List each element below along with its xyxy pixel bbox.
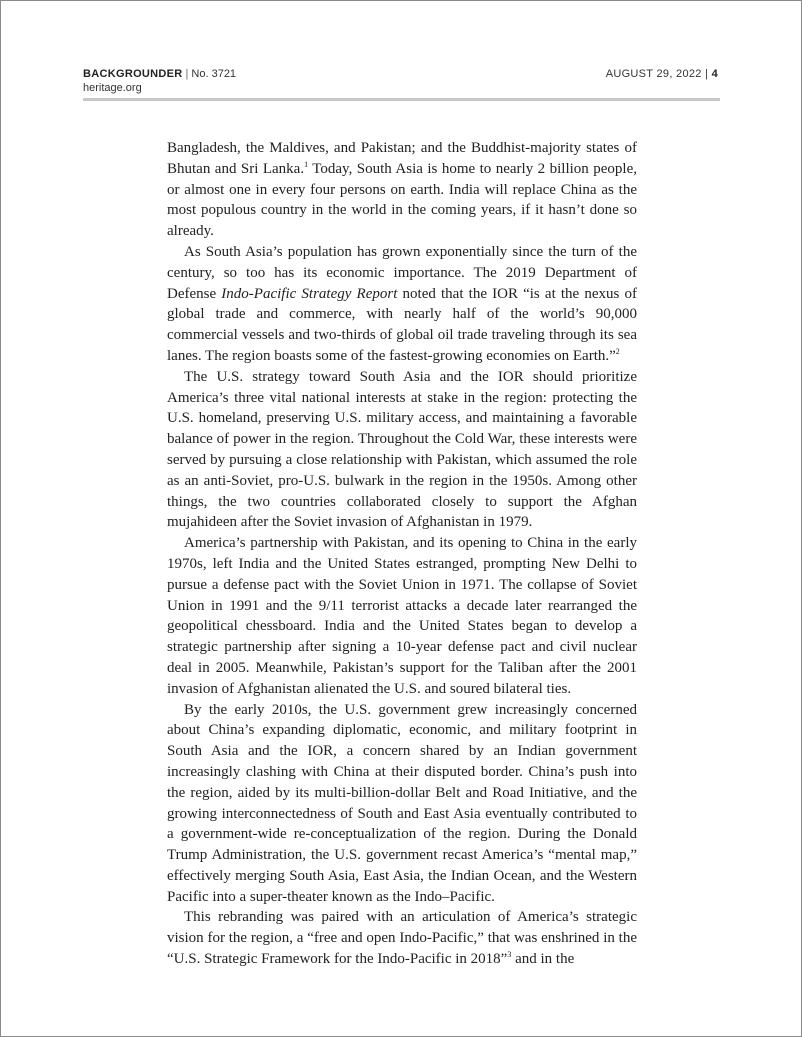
article-body (167, 138, 637, 970)
page-number: 4 (711, 68, 718, 80)
report-title: Indo-Pacific Strategy Report (221, 285, 398, 302)
paragraph-6: This rebranding was paired with an articulation of America’s strategic vision for the region, a “free and open Indo-Pacific,” that was enshrined in the “U.S. Strategic Framework for the Indo-Pacific in 2018”$^3$ and in the (167, 909, 637, 968)
issue-number: No. 3721 (191, 68, 237, 80)
publication-name: BACKGROUNDER (83, 68, 183, 80)
publication-date: AUGUST 29, 2022 (605, 68, 702, 80)
running-header-left (83, 67, 236, 95)
header-separator: | (701, 68, 712, 80)
running-header-right (606, 67, 718, 81)
paragraph-5: By the early 2010s, the U.S. government grew increasingly concerned about China’s expanding diplomatic, economic, and military footprint in South Asia and the IOR, a concern shared by an Indian government increasingly clashing with China at their disputed border. China’s push into the region, aided by its multi-billion-dollar Belt and Road Initiative, and the growing interconnectedness of South and East Asia eventually contributed to a government-wide re-conceptualization of the region. During the Donald Trump Administration, the U.S. government recast America’s “mental map,” effectively merging South Asia, East Asia, the Indian Ocean, and the Western Pacific into a super-theater known as the Indo–Pacific. (167, 701, 637, 905)
paragraph-1: Bangladesh, the Maldives, and Pakistan; and the Buddhist-majority states of Bhutan and Sri Lanka.$^1$ Today, South Asia is home to nearly 2 billion people, or almost one in every four persons on earth. India will replace China as the most populous country in the world in the coming years, if it hasn’t done so already. (167, 140, 637, 240)
paragraph-3: The U.S. strategy toward South Asia and the IOR should prioritize America’s three vital national interests at stake in the region: protecting the U.S. homeland, preserving U.S. military access, and maintaining a favorable balance of power in the region. Throughout the Cold War, these interests were served by pursuing a close relationship with Pakistan, which assumed the role as an anti-Soviet, pro-U.S. bulwark in the region in the 1950s. Among other things, the two countries collaborated closely to support the Afghan mujahideen after the Soviet invasion of Afghanistan in 1979. (167, 368, 637, 531)
header-separator: | (185, 68, 189, 80)
paragraph-2: As South Asia’s population has grown exponentially since the turn of the century, so too has its economic importance. The 2019 Department of Defense Indo-Pacific Strategy Report noted that the IOR “is at the nexus of global trade and commerce, with nearly half of the world’s 90,000 commercial vessels and two-thirds of global oil trade traveling through its sea lanes. The region boasts some of the fastest-growing economies on Earth.”$^2$ (167, 243, 638, 364)
footnote-ref-3[interactable]: 3 (507, 950, 512, 960)
footnote-ref-1[interactable]: 1 (304, 159, 309, 169)
header-rule (83, 98, 720, 101)
site-link[interactable]: heritage.org (83, 82, 142, 94)
paragraph-4: America’s partnership with Pakistan, and its opening to China in the early 1970s, left India and the United States estranged, prompting New Delhi to pursue a defense pact with the Soviet Union in 1971. The collapse of Soviet Union in 1991 and the 9/11 terrorist attacks a decade later rearranged the geopolitical chessboard. India and the United States began to develop a strategic partnership after signing a 10-year defense pact and civil nuclear deal in 2005. Meanwhile, Pakistan’s support for the Taliban after the 2001 invasion of Afghanistan alienated the U.S. and soured bilateral ties. (167, 535, 637, 697)
footnote-ref-2[interactable]: 2 (615, 346, 620, 356)
